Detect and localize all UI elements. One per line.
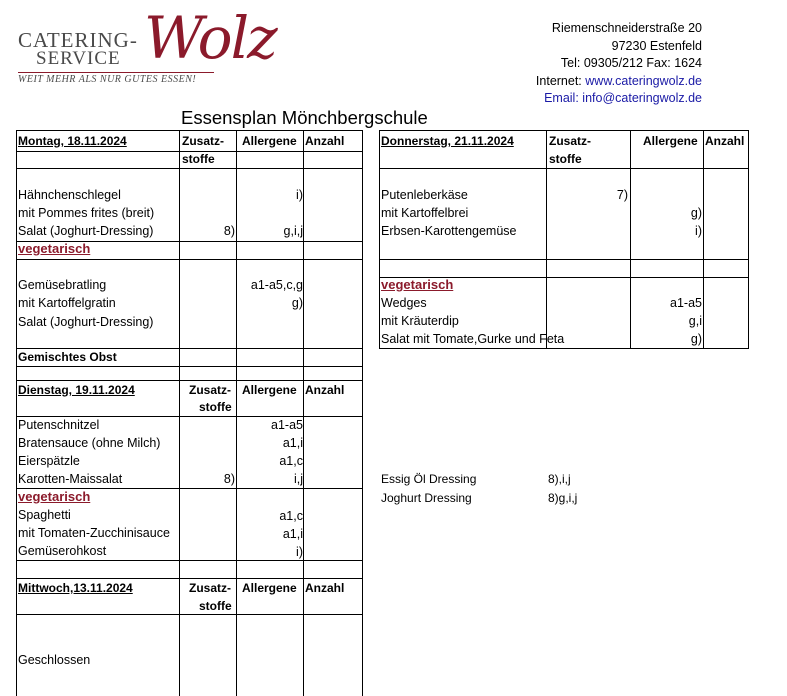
monday-veg-item-1: Gemüsebratling [18, 278, 107, 292]
tuesday-item-3: Eierspätzle [18, 454, 80, 468]
tuesday-veg-item-1: Spaghetti [18, 508, 71, 522]
company-logo [14, 6, 274, 96]
monday-veg-item-3: Salat (Joghurt-Dressing) [18, 315, 154, 329]
wednesday-zusatz-1: Zusatz- [189, 581, 231, 595]
monday-allergen-1: i) [296, 188, 303, 202]
tuesday-allergene-header: Allergene [242, 383, 297, 397]
thursday-day: Donnerstag, 21.11.2024 [381, 134, 514, 148]
thursday-veg-item-2: mit Kräuterdip [381, 314, 459, 328]
tuesday-veg-allergen-2: a1,i [282, 527, 303, 541]
thursday-allergen-2: g) [690, 206, 702, 220]
thursday-veg-label: vegetarisch [381, 277, 454, 292]
thursday-zusatz-1: Zusatz- [549, 134, 591, 148]
dressing-2-name: Joghurt Dressing [381, 491, 472, 505]
address-street: Riemenschneiderstraße 20 [551, 21, 702, 35]
wednesday-anzahl-header: Anzahl [305, 581, 345, 595]
monday-day: Montag, 18.11.2024 [18, 134, 127, 148]
email-label: Email: [544, 91, 579, 105]
thursday-veg-item-3: Salat mit Tomate,Gurke und Feta [381, 332, 565, 346]
monday-item-2: mit Pommes frites (breit) [18, 206, 155, 220]
address-email [536, 90, 702, 108]
dressing-2-codes: 8)g,i,j [548, 491, 578, 505]
thursday-zusatz-2: stoffe [549, 152, 582, 166]
email-link[interactable]: info@cateringwolz.de [582, 91, 702, 105]
tuesday-veg-allergen-1: a1,c [279, 509, 303, 523]
monday-allergen-3: g,i,j [283, 224, 303, 238]
monday-item-1: Hähnchenschlegel [18, 188, 121, 202]
monday-veg-item-2: mit Kartoffelgratin [18, 296, 116, 310]
thursday-item-1: Putenleberkäse [381, 188, 468, 202]
tuesday-allergen-3: a1,c [279, 454, 303, 468]
internet-label: Internet: [535, 73, 582, 88]
wednesday-allergene-header: Allergene [242, 581, 297, 595]
logo-underline [18, 72, 214, 73]
wednesday-zusatz-2: stoffe [199, 599, 232, 613]
tuesday-veg-allergen-3: i) [296, 545, 303, 559]
logo-tagline: WEIT MEHR ALS NUR GUTES ESSEN! [18, 74, 197, 85]
thursday-item-2: mit Kartoffelbrei [381, 206, 469, 220]
tuesday-item-4: Karotten-Maissalat [18, 472, 123, 486]
tuesday-allergen-2: a1,i [282, 436, 303, 450]
dressing-1-codes: 8),i,j [548, 472, 571, 486]
thursday-allergen-3: i) [695, 224, 702, 238]
tuesday-zusatz-2: stoffe [199, 400, 232, 414]
thursday-anzahl-header: Anzahl [705, 134, 745, 148]
monday-item-3: Salat (Joghurt-Dressing) [18, 224, 154, 238]
monday-veg-label: vegetarisch [18, 241, 91, 256]
tuesday-allergen-4: i,j [293, 472, 303, 486]
monday-allergene-header: Allergene [242, 134, 297, 148]
monday-extra: Gemischtes Obst [18, 350, 117, 364]
logo-script: Wolz [144, 4, 276, 72]
monday-veg-allergen-2: g) [291, 296, 303, 310]
tuesday-anzahl-header: Anzahl [305, 383, 345, 397]
logo-line1: CATERING- [18, 28, 138, 52]
monday-anzahl-header: Anzahl [305, 134, 345, 148]
tuesday-veg-label: vegetarisch [18, 489, 91, 504]
thursday-veg-item-1: Wedges [381, 296, 427, 310]
thursday-item-3: Erbsen-Karottengemüse [381, 224, 517, 238]
address-city: 97230 Estenfeld [611, 38, 702, 53]
address-internet [536, 73, 702, 91]
tuesday-zusatz-4: 8) [223, 472, 235, 486]
tuesday-zusatz-1: Zusatz- [189, 383, 231, 397]
tuesday-veg-item-2: mit Tomaten-Zucchinisauce [18, 526, 170, 540]
thursday-veg-allergen-2: g,i [688, 314, 702, 328]
monday-zusatz-1: Zusatz- [182, 134, 224, 148]
tuesday-item-2: Bratensauce (ohne Milch) [18, 436, 161, 450]
page-title: Essensplan Mönchbergschule [181, 107, 428, 128]
monday-zusatz-3: 8) [223, 224, 235, 238]
tuesday-day: Dienstag, 19.11.2024 [18, 383, 135, 397]
website-link[interactable]: www.cateringwolz.de [585, 73, 702, 88]
wednesday-closed: Geschlossen [18, 653, 91, 667]
tuesday-item-1: Putenschnitzel [18, 418, 100, 432]
logo-line2: SERVICE [36, 48, 121, 69]
address-phone: Tel: 09305/212 Fax: 1624 [560, 56, 702, 70]
tuesday-allergen-1: a1-a5 [271, 418, 303, 432]
tuesday-veg-item-3: Gemüserohkost [18, 544, 107, 558]
dressing-1-name: Essig Öl Dressing [381, 472, 477, 486]
thursday-zusatz-1-val: 7) [616, 188, 628, 202]
thursday-veg-allergen-3: g) [690, 332, 702, 346]
thursday-veg-allergen-1: a1-a5 [670, 296, 702, 310]
wednesday-day: Mittwoch,13.11.2024 [18, 581, 133, 595]
company-address [536, 20, 702, 108]
monday-zusatz-2: stoffe [182, 152, 215, 166]
monday-veg-allergen-1: a1-a5,c,g [250, 278, 303, 292]
thursday-allergene-header: Allergene [643, 134, 698, 148]
